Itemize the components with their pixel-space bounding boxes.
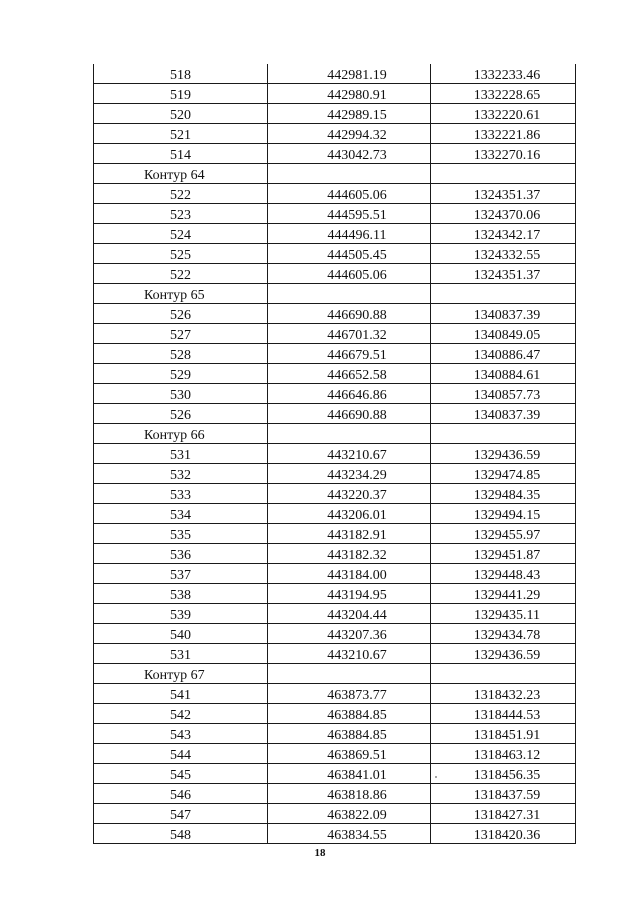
contour-empty-x [268,424,431,444]
table-row [94,524,576,544]
x-coordinate-cell: 463818.86 [268,784,431,804]
y-coordinate-cell: 1332228.65 [431,84,576,104]
table-row [94,384,576,404]
table-row [94,564,576,584]
point-number-cell: 542 [94,704,268,724]
y-coordinate-cell: 1318451.91 [431,724,576,744]
point-number-cell: 522 [94,184,268,204]
x-coordinate-cell: 446690.88 [268,304,431,324]
table-row [94,444,576,464]
contour-empty-x [268,164,431,184]
table-row [94,184,576,204]
x-coordinate-cell: 442980.91 [268,84,431,104]
table-row [94,84,576,104]
x-coordinate-cell: 442981.19 [268,64,431,84]
x-coordinate-cell: 463884.85 [268,724,431,744]
point-number-cell: 544 [94,744,268,764]
table-row [94,584,576,604]
x-coordinate-cell: 443184.00 [268,564,431,584]
y-coordinate-cell: 1340886.47 [431,344,576,364]
table-row [94,644,576,664]
point-number-cell: 519 [94,84,268,104]
table-row [94,144,576,164]
x-coordinate-cell: 463822.09 [268,804,431,824]
x-coordinate-cell: 463841.01 [268,764,431,784]
table-row [94,344,576,364]
point-number-cell: 518 [94,64,268,84]
table-row [94,64,576,84]
y-coordinate-cell: 1332233.46 [431,64,576,84]
point-number-cell: 548 [94,824,268,844]
contour-empty-x [268,664,431,684]
table-row [94,784,576,804]
scan-speck [435,776,437,778]
y-coordinate-cell: 1329441.29 [431,584,576,604]
y-coordinate-cell: 1332221.86 [431,124,576,144]
table-row [94,404,576,424]
point-number-cell: 520 [94,104,268,124]
contour-empty-y [431,284,576,304]
table-row [94,744,576,764]
y-coordinate-cell: 1340857.73 [431,384,576,404]
point-number-cell: 546 [94,784,268,804]
table-row [94,724,576,744]
x-coordinate-cell: 463869.51 [268,744,431,764]
table-row [94,224,576,244]
point-number-cell: 535 [94,524,268,544]
y-coordinate-cell: 1318444.53 [431,704,576,724]
y-coordinate-cell: 1329484.35 [431,484,576,504]
point-number-cell: 526 [94,304,268,324]
table-row [94,704,576,724]
y-coordinate-cell: 1329494.15 [431,504,576,524]
y-coordinate-cell: 1329436.59 [431,444,576,464]
y-coordinate-cell: 1324351.37 [431,264,576,284]
page-number: 18 [314,847,326,859]
x-coordinate-cell: 446646.86 [268,384,431,404]
point-number-cell: 538 [94,584,268,604]
x-coordinate-cell: 444605.06 [268,264,431,284]
y-coordinate-cell: 1318427.31 [431,804,576,824]
table-row [94,324,576,344]
y-coordinate-cell: 1324351.37 [431,184,576,204]
x-coordinate-cell: 443220.37 [268,484,431,504]
y-coordinate-cell: 1324342.17 [431,224,576,244]
x-coordinate-cell: 442989.15 [268,104,431,124]
y-coordinate-cell: 1318432.23 [431,684,576,704]
point-number-cell: 540 [94,624,268,644]
y-coordinate-cell: 1318456.35 [431,764,576,784]
y-coordinate-cell: 1329474.85 [431,464,576,484]
x-coordinate-cell: 463884.85 [268,704,431,724]
table-row [94,264,576,284]
coordinates-table [93,64,576,844]
table-row [94,504,576,524]
x-coordinate-cell: 443042.73 [268,144,431,164]
point-number-cell: 543 [94,724,268,744]
y-coordinate-cell: 1329434.78 [431,624,576,644]
point-number-cell: 547 [94,804,268,824]
table-row [94,764,576,784]
y-coordinate-cell: 1332270.16 [431,144,576,164]
point-number-cell: 521 [94,124,268,144]
table-row [94,304,576,324]
point-number-cell: 539 [94,604,268,624]
table-row [94,104,576,124]
x-coordinate-cell: 446690.88 [268,404,431,424]
y-coordinate-cell: 1318420.36 [431,824,576,844]
point-number-cell: 528 [94,344,268,364]
x-coordinate-cell: 444605.06 [268,184,431,204]
table-row [94,464,576,484]
contour-label: Контур 67 [94,664,268,684]
point-number-cell: 529 [94,364,268,384]
x-coordinate-cell: 443210.67 [268,644,431,664]
contour-empty-y [431,424,576,444]
x-coordinate-cell: 444505.45 [268,244,431,264]
point-number-cell: 531 [94,444,268,464]
y-coordinate-cell: 1324332.55 [431,244,576,264]
contour-label: Контур 65 [94,284,268,304]
y-coordinate-cell: 1340837.39 [431,404,576,424]
contour-empty-y [431,664,576,684]
y-coordinate-cell: 1329451.87 [431,544,576,564]
table-row [94,684,576,704]
y-coordinate-cell: 1329435.11 [431,604,576,624]
contour-header-row [94,664,576,684]
y-coordinate-cell: 1332220.61 [431,104,576,124]
point-number-cell: 545 [94,764,268,784]
point-number-cell: 534 [94,504,268,524]
point-number-cell: 541 [94,684,268,704]
x-coordinate-cell: 446652.58 [268,364,431,384]
point-number-cell: 533 [94,484,268,504]
x-coordinate-cell: 463834.55 [268,824,431,844]
contour-empty-y [431,164,576,184]
x-coordinate-cell: 446679.51 [268,344,431,364]
table-row [94,624,576,644]
x-coordinate-cell: 443210.67 [268,444,431,464]
table-row [94,604,576,624]
y-coordinate-cell: 1329455.97 [431,524,576,544]
table-row [94,124,576,144]
table-row [94,484,576,504]
point-number-cell: 514 [94,144,268,164]
table-row [94,364,576,384]
contour-label: Контур 66 [94,424,268,444]
contour-header-row [94,424,576,444]
point-number-cell: 523 [94,204,268,224]
point-number-cell: 536 [94,544,268,564]
y-coordinate-cell: 1329436.59 [431,644,576,664]
table-row [94,544,576,564]
table-row [94,824,576,844]
table-row [94,244,576,264]
x-coordinate-cell: 443182.32 [268,544,431,564]
point-number-cell: 526 [94,404,268,424]
contour-header-row [94,284,576,304]
x-coordinate-cell: 443234.29 [268,464,431,484]
x-coordinate-cell: 443206.01 [268,504,431,524]
contour-label: Контур 64 [94,164,268,184]
y-coordinate-cell: 1340884.61 [431,364,576,384]
y-coordinate-cell: 1329448.43 [431,564,576,584]
point-number-cell: 531 [94,644,268,664]
x-coordinate-cell: 442994.32 [268,124,431,144]
y-coordinate-cell: 1318437.59 [431,784,576,804]
contour-header-row [94,164,576,184]
table-row [94,204,576,224]
x-coordinate-cell: 443207.36 [268,624,431,644]
x-coordinate-cell: 463873.77 [268,684,431,704]
y-coordinate-cell: 1318463.12 [431,744,576,764]
point-number-cell: 525 [94,244,268,264]
point-number-cell: 537 [94,564,268,584]
y-coordinate-cell: 1324370.06 [431,204,576,224]
point-number-cell: 522 [94,264,268,284]
point-number-cell: 527 [94,324,268,344]
point-number-cell: 532 [94,464,268,484]
y-coordinate-cell: 1340849.05 [431,324,576,344]
x-coordinate-cell: 443182.91 [268,524,431,544]
x-coordinate-cell: 443194.95 [268,584,431,604]
table-row [94,804,576,824]
point-number-cell: 530 [94,384,268,404]
point-number-cell: 524 [94,224,268,244]
x-coordinate-cell: 444595.51 [268,204,431,224]
x-coordinate-cell: 446701.32 [268,324,431,344]
x-coordinate-cell: 443204.44 [268,604,431,624]
x-coordinate-cell: 444496.11 [268,224,431,244]
coordinates-table-body [94,64,576,844]
contour-empty-x [268,284,431,304]
y-coordinate-cell: 1340837.39 [431,304,576,324]
